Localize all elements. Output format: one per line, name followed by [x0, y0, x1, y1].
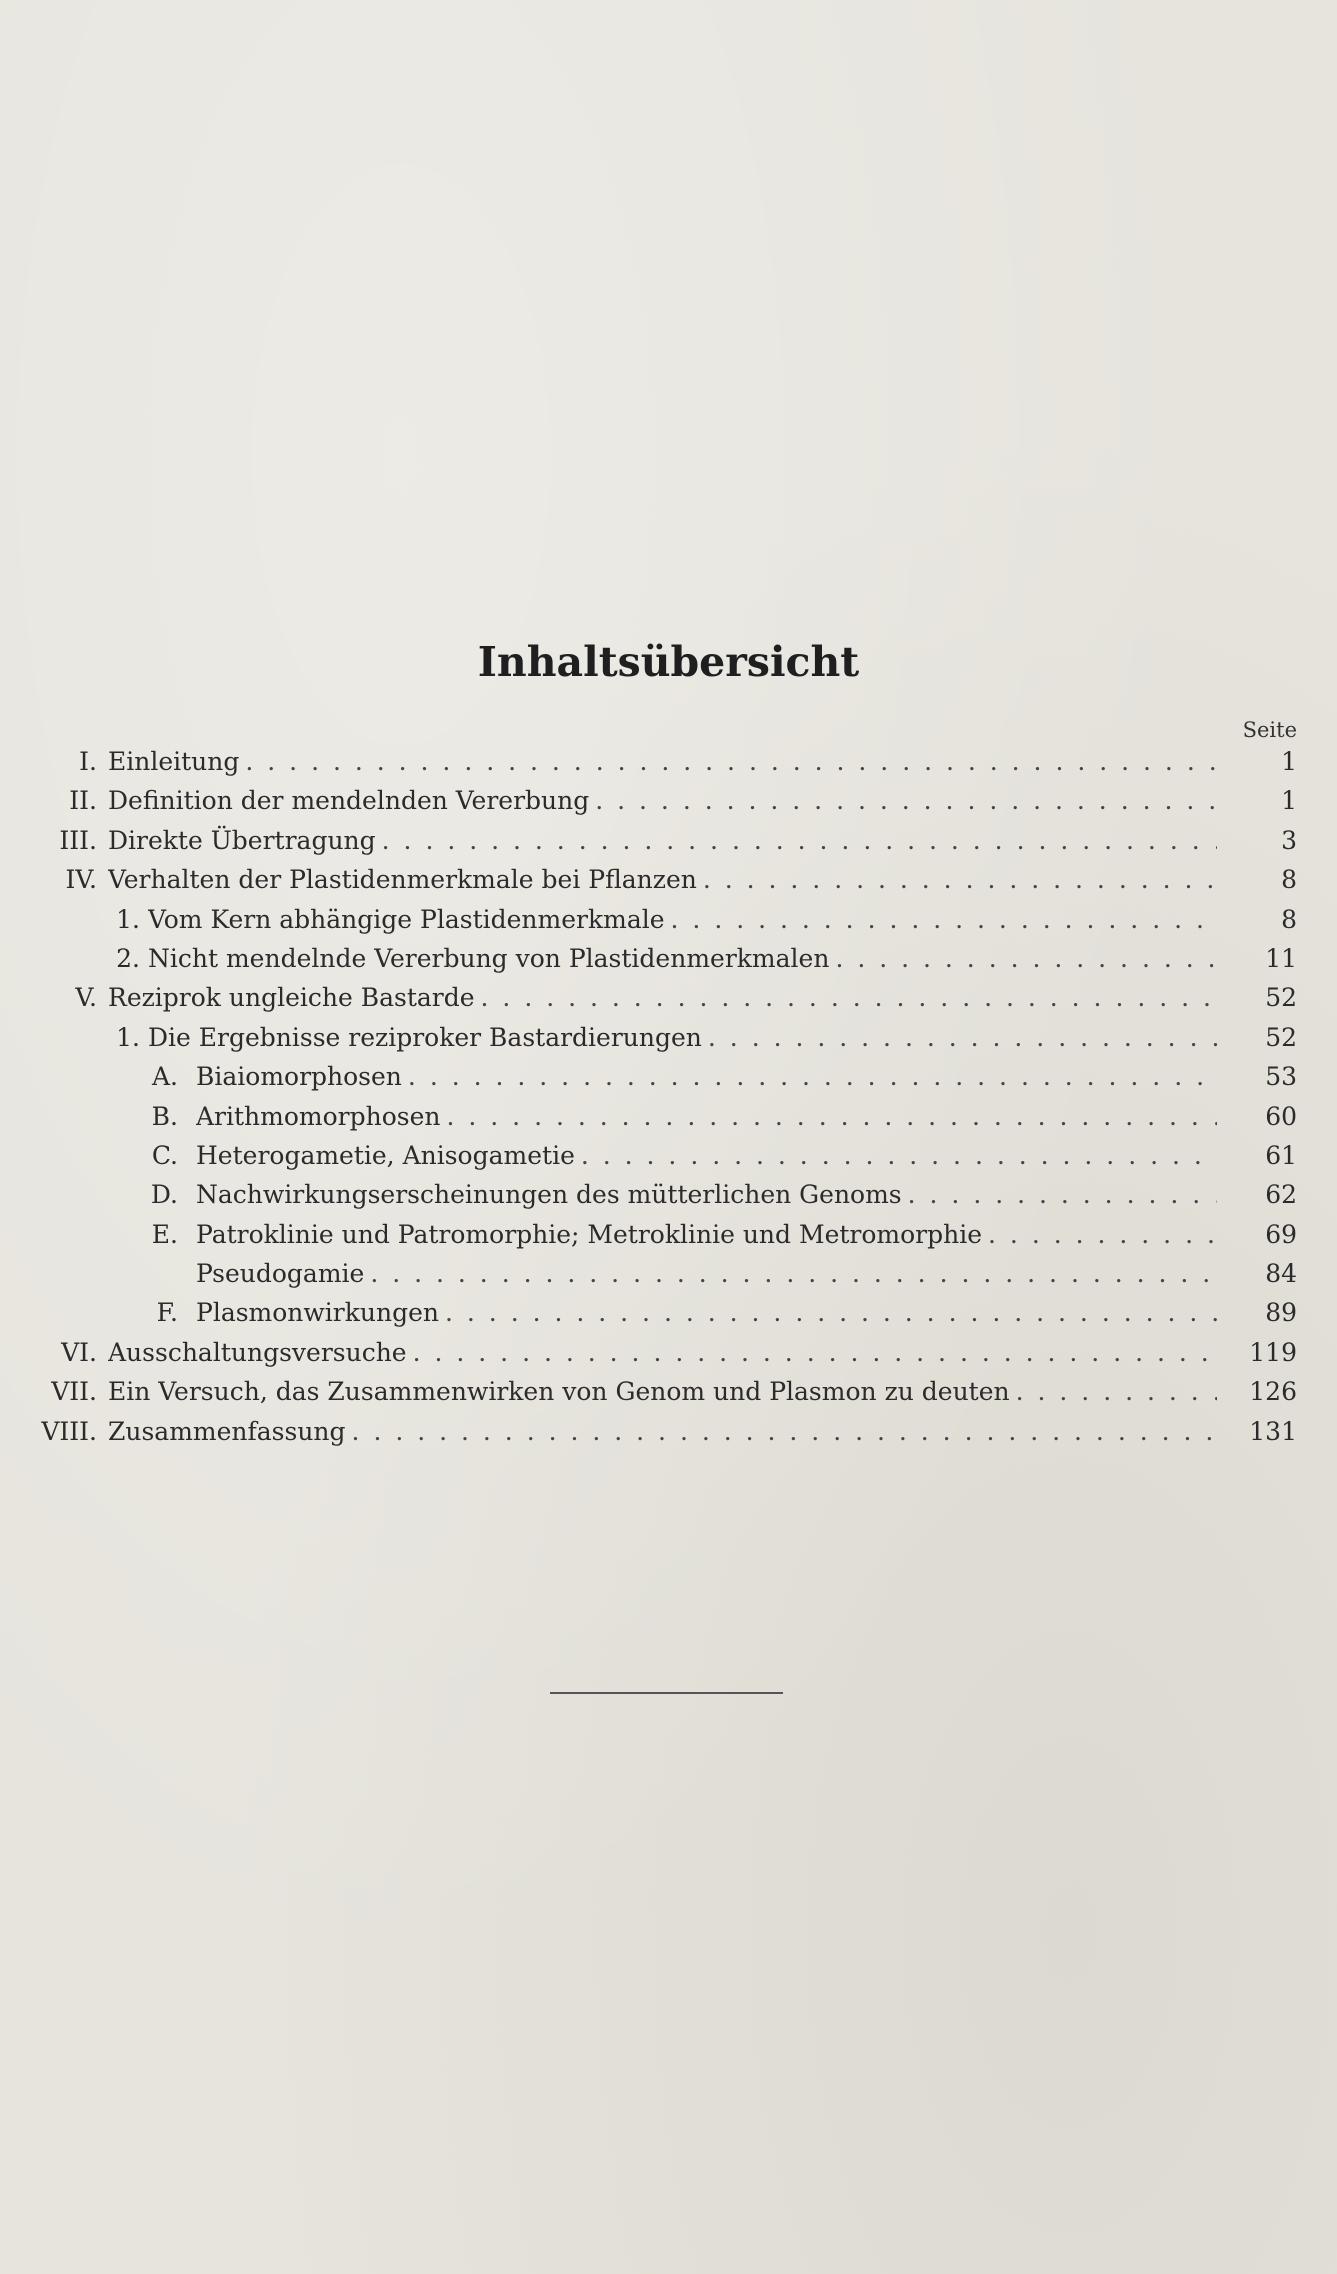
toc-entry-page-number: 1 — [1281, 786, 1297, 816]
toc-entry — [0, 821, 1337, 860]
toc-entry-title-with-leader — [148, 939, 1217, 978]
toc-entry — [0, 1136, 1337, 1175]
toc-entry-page-number: 61 — [1265, 1140, 1297, 1170]
toc-entry-title: Direkte Übertragung — [108, 825, 376, 855]
toc-entry-title-with-leader — [196, 1254, 1217, 1293]
toc-entry-title-with-leader — [148, 1018, 1217, 1057]
toc-entry-number: II. — [69, 786, 97, 816]
toc-entry-title-with-leader — [196, 1136, 1217, 1175]
toc-entry-number: C. — [151, 1140, 178, 1170]
toc-entry — [0, 781, 1337, 820]
toc-entry-number: E. — [151, 1219, 178, 1249]
toc-entry-title: Ausschaltungsversuche — [108, 1337, 407, 1367]
toc-entry-title: Verhalten der Plastidenmerkmale bei Pflanzen — [108, 865, 697, 895]
page-column-header: Seite — [1242, 718, 1297, 742]
dot-leader — [835, 939, 1217, 978]
closing-rule — [550, 1692, 783, 1694]
toc-entry-title-with-leader — [196, 1215, 1217, 1254]
toc-entry — [0, 1215, 1337, 1254]
dot-leader — [370, 1254, 1217, 1293]
dot-leader — [445, 1293, 1217, 1332]
toc-entry — [0, 860, 1337, 899]
toc-entry-page-number: 126 — [1249, 1377, 1297, 1407]
toc-entry-number: VII. — [51, 1377, 97, 1407]
toc-entry-title-with-leader — [108, 1412, 1217, 1451]
toc-entry — [0, 1175, 1337, 1214]
toc-entry-number: V. — [75, 983, 97, 1013]
toc-entry-page-number: 119 — [1249, 1337, 1297, 1367]
toc-entry-title: Die Ergebnisse reziproker Bastardierungen — [148, 1022, 702, 1052]
toc-entry-title: Plasmonwirkungen — [196, 1298, 440, 1328]
toc-entry-title-with-leader — [196, 1057, 1217, 1096]
toc-entry-title-with-leader — [108, 1372, 1217, 1411]
dot-leader — [581, 1136, 1217, 1175]
toc-entry — [0, 900, 1337, 939]
toc-entry-title: Patroklinie und Patromorphie; Metroklinie und Metromorphie — [196, 1219, 983, 1249]
toc-entry-page-number: 84 — [1265, 1259, 1297, 1289]
toc-entry-title: Nachwirkungserscheinungen des mütterlichen Genoms — [196, 1180, 902, 1210]
toc-entry-number: 1. — [116, 904, 140, 934]
toc-entry-title: Zusammenfassung — [108, 1416, 346, 1446]
toc-entry-title: Vom Kern abhängige Plastidenmerkmale — [148, 904, 665, 934]
toc-entry-title: Ein Versuch, das Zusammenwirken von Genom und Plasmon zu deuten — [108, 1377, 1010, 1407]
toc-entry-title: Heterogametie, Anisogametie — [196, 1140, 575, 1170]
toc-entry — [0, 1057, 1337, 1096]
toc-entry-title-with-leader — [196, 1175, 1217, 1214]
toc-entry-title: Reziprok ungleiche Bastarde — [108, 983, 475, 1013]
toc-entry — [0, 742, 1337, 781]
toc-entry-number: 2. — [116, 943, 140, 973]
toc-entry — [0, 978, 1337, 1017]
toc-entry-title-with-leader — [108, 742, 1217, 781]
dot-leader — [447, 1097, 1218, 1136]
toc-entry-title: Nicht mendelnde Vererbung von Plastidenmerkmalen — [148, 943, 830, 973]
toc-entry-page-number: 62 — [1265, 1180, 1297, 1210]
dot-leader — [352, 1412, 1217, 1451]
toc-entry-number: 1. — [116, 1022, 140, 1052]
dot-leader — [408, 1057, 1217, 1096]
dot-leader — [988, 1215, 1217, 1254]
toc-entry-page-number: 89 — [1265, 1298, 1297, 1328]
toc-entry — [0, 1293, 1337, 1332]
toc-entry-title: Pseudogamie — [196, 1259, 365, 1289]
toc-entry-number: I. — [79, 747, 97, 776]
toc-entry-page-number: 69 — [1265, 1219, 1297, 1249]
toc-entry-page-number: 11 — [1265, 943, 1297, 973]
toc-entry-title-with-leader — [108, 821, 1217, 860]
dot-leader — [908, 1175, 1217, 1214]
dot-leader — [595, 781, 1217, 820]
toc-entry-number: D. — [150, 1180, 178, 1210]
toc-entry-page-number: 60 — [1265, 1101, 1297, 1131]
toc-entry-page-number: 8 — [1281, 865, 1297, 895]
toc-entry — [0, 1333, 1337, 1372]
toc-entry-title-with-leader — [108, 1333, 1217, 1372]
toc-entry-title-with-leader — [196, 1097, 1217, 1136]
toc-entry-number: VI. — [61, 1337, 97, 1367]
toc-entry-page-number: 52 — [1265, 1022, 1297, 1052]
toc-entry — [0, 1372, 1337, 1411]
toc-entry — [0, 1412, 1337, 1451]
toc-entry-title: Definition der mendelnden Vererbung — [108, 786, 590, 816]
toc-entry-title: Arithmomorphosen — [196, 1101, 441, 1131]
toc-entry-page-number: 1 — [1281, 747, 1297, 776]
toc-entry-number: A. — [151, 1062, 178, 1092]
toc-entry-page-number: 52 — [1265, 983, 1297, 1013]
toc-entry-number: III. — [59, 825, 97, 855]
toc-entry-page-number: 8 — [1281, 904, 1297, 934]
dot-leader — [382, 821, 1217, 860]
toc-entry-number: IV. — [65, 865, 97, 895]
dot-leader — [703, 860, 1217, 899]
toc-entry-title-with-leader — [108, 860, 1217, 899]
toc-entry-title: Biaiomorphosen — [196, 1062, 402, 1092]
toc-entry-page-number: 53 — [1265, 1062, 1297, 1092]
dot-leader — [1016, 1372, 1217, 1411]
toc-entry-title-with-leader — [108, 978, 1217, 1017]
page-title: Inhaltsübersicht — [477, 638, 860, 686]
toc-entry — [0, 1254, 1337, 1293]
toc-entry-title-with-leader — [108, 781, 1217, 820]
toc-entry-title-with-leader — [196, 1293, 1217, 1332]
toc-entry-number: VIII. — [41, 1416, 97, 1446]
table-of-contents — [0, 742, 1337, 1451]
toc-entry-page-number: 131 — [1249, 1416, 1297, 1446]
toc-entry — [0, 939, 1337, 978]
toc-entry-number: B. — [151, 1101, 178, 1131]
dot-leader — [481, 978, 1217, 1017]
toc-entry-number: F. — [156, 1298, 178, 1328]
dot-leader — [671, 900, 1217, 939]
toc-entry-page-number: 3 — [1281, 825, 1297, 855]
dot-leader — [245, 742, 1217, 781]
toc-entry-title-with-leader — [148, 900, 1217, 939]
toc-entry — [0, 1097, 1337, 1136]
dot-leader — [413, 1333, 1217, 1372]
toc-entry — [0, 1018, 1337, 1057]
dot-leader — [708, 1018, 1217, 1057]
toc-entry-title: Einleitung — [108, 747, 240, 776]
